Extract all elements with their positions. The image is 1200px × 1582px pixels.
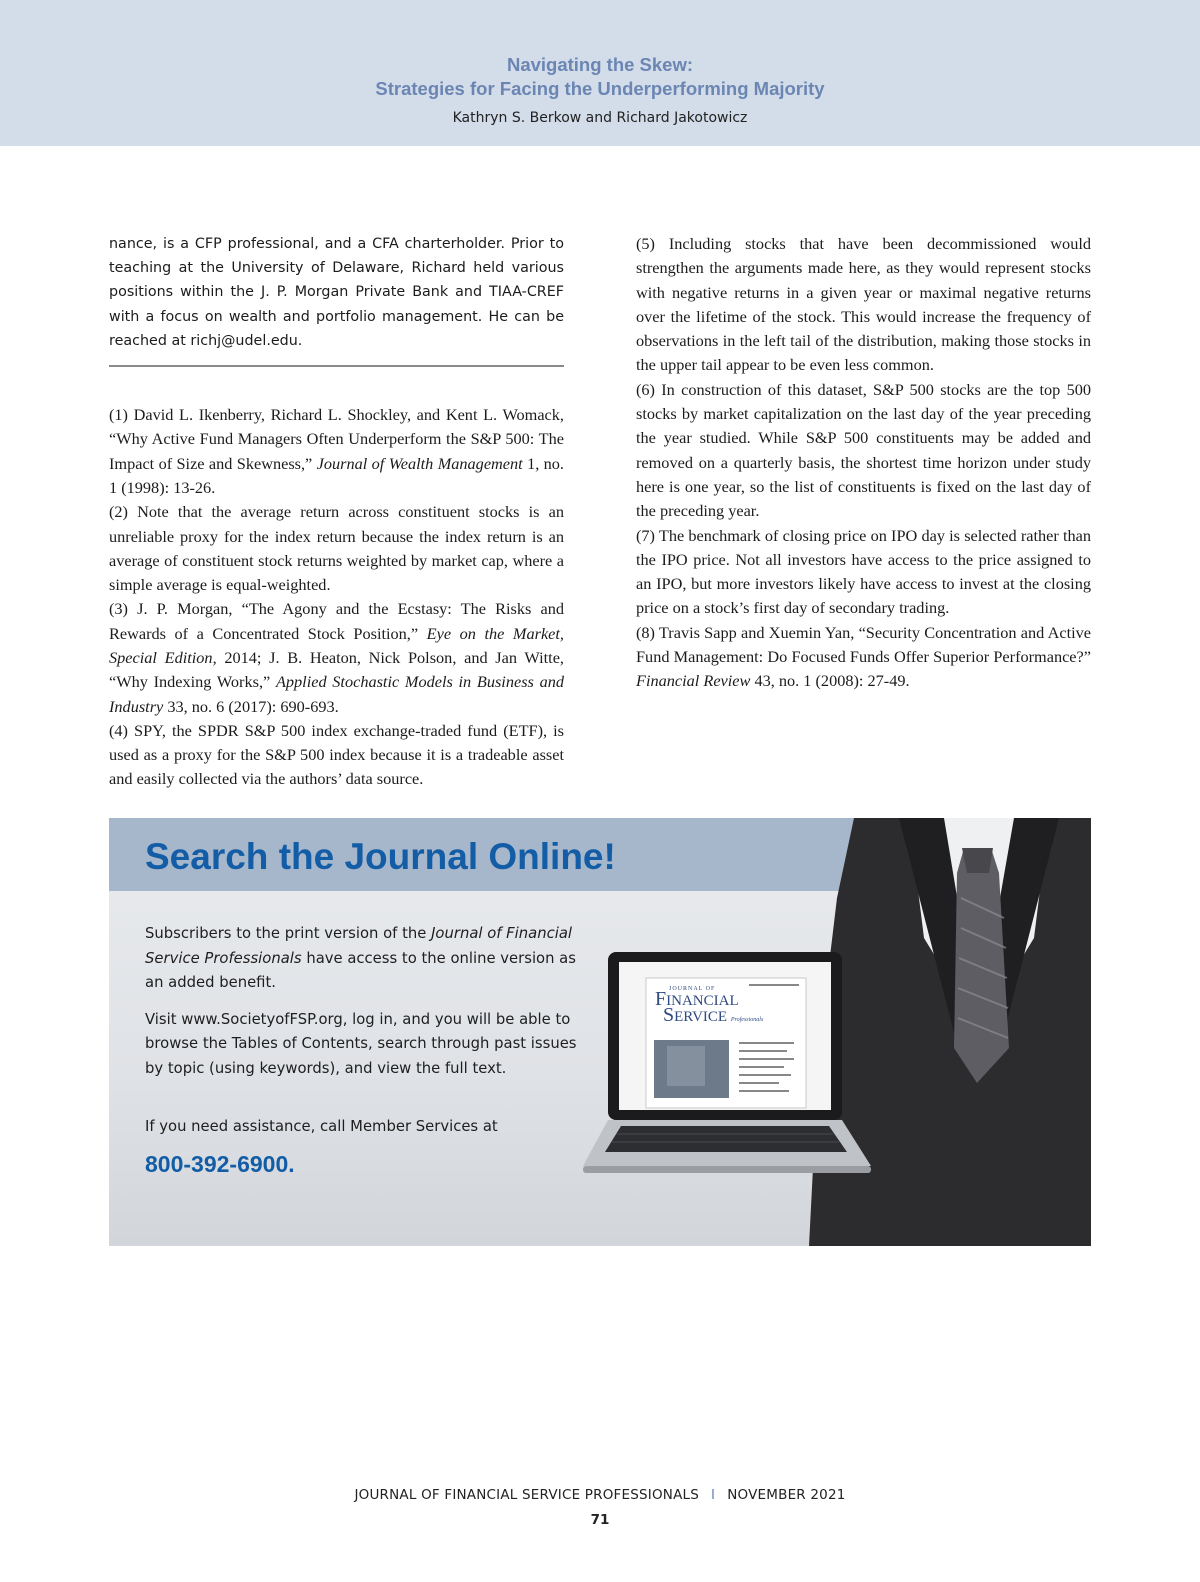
page-header [0,0,1200,146]
article-authors: Kathryn S. Berkow and Richard Jakotowicz [452,110,748,126]
masthead-financial: FINANCIAL [655,988,739,1010]
ad-body [145,922,585,1176]
ad-paragraph-2: Visit www.SocietyofFSP.org, log in, and you will be able to browse the Tables of Contents, search through past issues by topic (using keywords), and view the full text. [145,1010,577,1077]
endnote-2: (2) Note that the average return across constituent stocks is an unreliable proxy for the index return because the index return is an average of constituent stock returns weighted by market cap, where a simple average is equal-weighted. [109,502,564,595]
endnote-5: (5) Including stocks that have been decommissioned would strengthen the arguments made here, as they would represent stocks with negative returns in a given year or maximal negative returns over the lifetime of the stock. This would increase the frequency of observations in the left tail of the distribution, making those stocks in the upper tail appear to be even less common. [636,234,1091,375]
endnotes-right [636,232,1091,694]
ad-title: Search the Journal Online! [145,836,616,877]
masthead-small-text: JOURNAL OF [669,986,716,992]
endnote-8: (8) Travis Sapp and Xuemin Yan, “Security Concentration and Active Fund Management: Do Focused Funds Offer Superior Performance?” Financial Review 43, no. 1 (2008): 27-49. [636,622,1091,691]
article-title-line2: Strategies for Facing the Underperforming Majority [375,78,825,99]
article-title-line1: Navigating the Skew: [506,54,694,75]
endnote-4: (4) SPY, the SPDR S&P 500 index exchange-traded fund (ETF), is used as a proxy for the S&P 500 index because it is a tradeable asset and easily collected via the authors’ data source. [109,720,564,789]
masthead-service: SERVICE Professionals [663,1004,764,1026]
endnote-1: (1) David L. Ikenberry, Richard L. Shockley, and Kent L. Womack, “Why Active Fund Managers Often Underperform the S&P 500: The Impact of Size and Skewness,” Journal of Wealth Management 1, no. 1 (1998): 13-26. [109,405,564,497]
laptop-screen-masthead [655,986,805,1027]
member-services-phone: 800-392-6900. [145,1150,295,1177]
endnote-6: (6) In construction of this dataset, S&P 500 stocks are the top 500 stocks by market capitalization on the last day of the year preceding the year studied. While S&P 500 constituents may be added and removed on a quarterly basis, the shortest time horizon under study here is one year, so the list of constituents is fixed on the last day of the preceding year. [636,379,1091,521]
footer-separator: I [711,1487,716,1503]
footer-date: NOVEMBER 2021 [727,1487,846,1503]
endnote-7: (7) The benchmark of closing price on IPO day is selected rather than the IPO price. Not all investors have access to the price assigned to an IPO, but more investors likely have access to invest at the closing price on a stock’s first day of secondary trading. [636,525,1091,618]
ad-paragraph-1: Subscribers to the print version of the Journal of Financial Service Professionals have access to the online version as an added benefit. [145,925,576,991]
bio-divider [109,365,564,367]
author-bio: nance, is a CFP professional, and a CFA charterholder. Prior to teaching at the University of Delaware, Richard held various positions within the J. P. Morgan Private Bank and TIAA-CREF with a focus on wealth and portfolio management. He can be reached at richj@udel.edu. [109,236,564,349]
page-number: 71 [590,1512,610,1528]
left-column [109,232,564,792]
endnote-3: (3) J. P. Morgan, “The Agony and the Ecstasy: The Risks and Rewards of a Concentrated Stock Position,” Eye on the Market, Special Edition, 2014; J. B. Heaton, Nick Polson, and Jan Witte, “Why Indexing Works,” Applied Stochastic Models in Business and Industry 33, no. 6 (2017): 690-693. [109,599,564,716]
page-footer [0,1487,1200,1503]
footer-journal-name: JOURNAL OF FINANCIAL SERVICE PROFESSIONALS [354,1487,700,1503]
right-column [636,232,1091,694]
ad-assistance-text: If you need assistance, call Member Services at [145,1118,498,1135]
journal-online-ad [109,818,1091,1246]
endnotes-left [109,403,564,792]
